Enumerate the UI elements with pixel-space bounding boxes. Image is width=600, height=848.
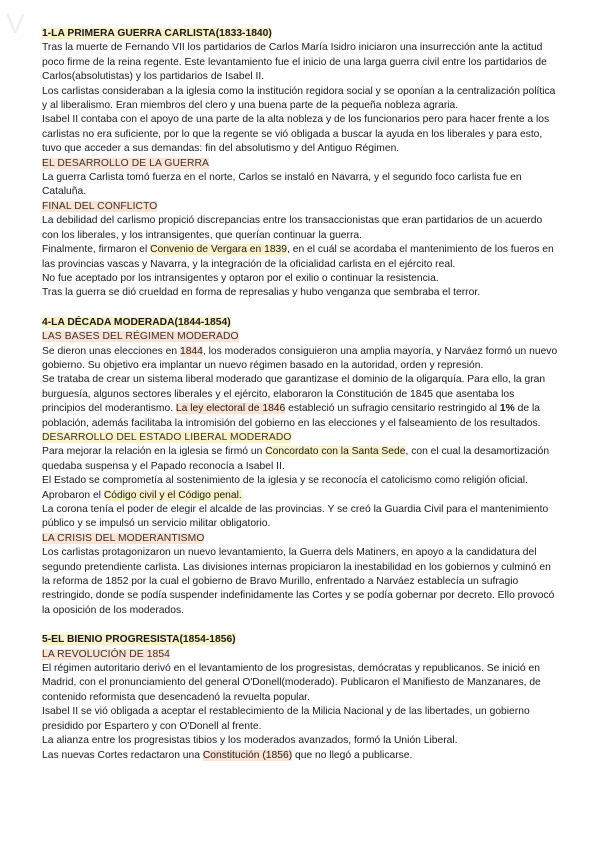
paragraph: Isabel II contaba con el apoyo de una parte de la alta nobleza y de los funcionarios pero para hacer frente a los carlistas no era suficiente, por lo que la regente se vió obligada a buscar la ayuda en los liberales y para esto, tuvo que acceder a sus demandas: fin del absolutismo y del Antiguo Régimen. xyxy=(42,114,550,155)
watermark-glyph: V xyxy=(6,8,25,39)
paragraph: Los carlistas protagonizaron un nuevo levantamiento, la Guerra dels Matiners, en apoyo a la candidatura del segundo pretendiente carlista. Las divisiones internas propiciaron la inestabilidad en los gobiernos y culminó en la reforma de 1852 por la cual el gobierno de Bravo Murillo, enfrentado a Narváez establecía un sufragio restringido, donde se podía suspender indefinidamente las Cortes y se podía gobernar por decreto. Ello provocó la oposición de los moderados. xyxy=(42,547,555,616)
paragraph: La alianza entre los progresistas tibios y los moderados avanzados, formó la Unión Liberal. xyxy=(42,735,458,747)
paragraph: La guerra Carlista tomó fuerza en el norte, Carlos se instaló en Navarra, y el segundo foco carlista fue en Cataluña. xyxy=(42,172,522,198)
paragraph: No fue aceptado por los intransigentes y optaron por el exilio o continuar la resistencia. xyxy=(42,272,439,284)
section-title: 1-LA PRIMERA GUERRA CARLISTA(1833-1840) xyxy=(42,28,272,39)
section-bienio-progresista xyxy=(42,633,560,763)
subheading: DESARROLLO DEL ESTADO LIBERAL MODERADO xyxy=(42,431,292,443)
paragraph: Isabel II se vió obligada a aceptar el restablecimiento de la Milicia Nacional y de las libertades, un gobierno presidido por Espartero y con O'Donell al frente. xyxy=(42,706,530,732)
subheading: LA CRISIS DEL MODERANTISMO xyxy=(42,532,205,544)
highlight: Código civil y el Código penal. xyxy=(103,489,242,501)
section-primera-guerra-carlista xyxy=(42,27,560,301)
paragraph: La corona tenía el poder de elegir el alcalde de las provincias. Y se creó la Guardia Civil para el mantenimiento público y se impulsó un servicio militar obligatorio. xyxy=(42,504,549,530)
section-title: 4-LA DÉCADA MODERADA(1844-1854) xyxy=(42,316,231,328)
paragraph: Tras la muerte de Fernando VII los partidarios de Carlos María Isidro iniciaron una insurrección ante la actitud poco firme de la reina regente. Este levantamiento fue el inicio de una larga guerra civil entre los partidarios de Carlos(absolutistas) y los partidarios de Isabel II. xyxy=(42,42,547,83)
paragraph: Tras la guerra se dió crueldad en forma de represalias y hubo venganza que sembraba el terror. xyxy=(42,287,481,299)
paragraph: El régimen autoritario derivó en el levantamiento de los progresistas, demócratas y republicanos. Se inició en Madrid, con el pronunciamiento del general O'Donell(moderado). Publicaron el Manifiesto de Manzanares, de contenido reformista que desencadenó la revuelta popular. xyxy=(42,663,541,703)
paragraph: El Estado se comprometía al sostenimiento de la iglesia y se reconocía el catolicismo como religión oficial. Aprobaron el Código civil y el Código penal. xyxy=(42,475,528,501)
paragraph: Para mejorar la relación en la iglesia se firmó un Concordato con la Santa Sede, con el cual la desamortización quedaba suspensa y el Papado reconocía a Isabel II. xyxy=(42,446,550,472)
paragraph: La debilidad del carlismo propició discrepancias entre los transaccionistas que eran partidarios de un acuerdo con los liberales, y los intransigentes, que querían continuar la guerra. xyxy=(42,215,543,241)
subheading: FINAL DEL CONFLICTO xyxy=(42,200,158,212)
paragraph: Las nuevas Cortes redactaron una Constitución (1856) que no llegó a publicarse. xyxy=(42,749,413,761)
highlight: Concordato con la Santa Sede xyxy=(265,446,406,458)
highlight: Convenio de Vergara en 1839 xyxy=(150,244,287,256)
highlight: La ley electoral de 1846 xyxy=(175,403,286,415)
paragraph: Se trataba de crear un sistema liberal moderado que garantizase el dominio de la oligarquía. Para ello, la gran burguesía, algunos sectores liberales y el ejército, elaboraron la Constitución de 1845 que asentaba los principios del moderantismo. La ley electoral de 1846 estableció un sufragio censitario restringido al 1% de la población, además facilitaba la intromisión del gobierno en las elecciones y el falseamiento de los resultados. xyxy=(42,374,546,429)
highlight: 1844 xyxy=(179,345,203,357)
highlight: Constitución (1856) xyxy=(202,749,293,761)
subheading: LA REVOLUCIÓN DE 1854 xyxy=(42,648,171,660)
section-decada-moderada xyxy=(42,316,560,619)
subheading: LAS BASES DEL RÉGIMEN MODERADO xyxy=(42,331,239,343)
paragraph: Finalmente, firmaron el Convenio de Vergara en 1839, en el cuál se acordaba el mantenimiento de los fueros en las provincias vascas y Navarra, y la integración de la oficialidad carlista en el ejército real. xyxy=(42,244,554,270)
paragraph: Los carlistas consideraban a la iglesia como la institución regidora social y se oponían a la centralización política y al liberalismo. Eran miembros del clero y una buena parte de la pequeña nobleza agraria. xyxy=(42,85,556,112)
paragraph: Se dieron unas elecciones en 1844, los moderados consiguieron una amplia mayoría, y Narváez formó un nuevo gobierno. Su objetivo era implantar un nuevo régimen basado en la autoridad, orden y represión. xyxy=(42,345,558,371)
subheading: EL DESARROLLO DE LA GUERRA xyxy=(42,157,210,169)
section-title: 5-EL BIENIO PROGRESISTA(1854-1856) xyxy=(42,634,236,646)
